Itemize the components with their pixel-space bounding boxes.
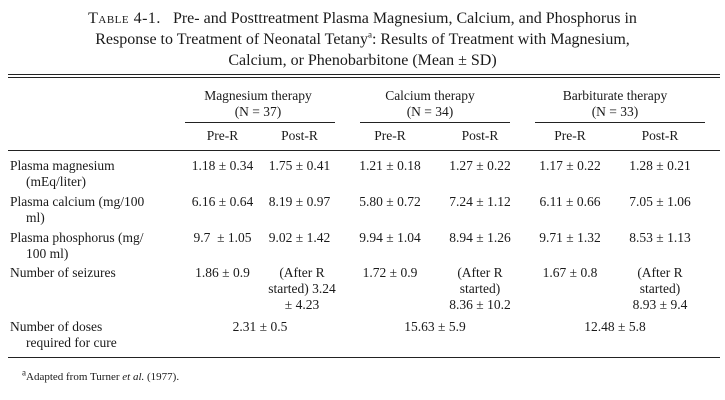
cell-mg-pre: 1.18 ± 0.34 bbox=[191, 158, 254, 173]
cell-ba-pre: 1.67 ± 0.8 bbox=[542, 265, 598, 280]
group-underline-magnesium bbox=[185, 122, 335, 123]
row-label-line1: Plasma calcium (mg/100 bbox=[10, 194, 145, 209]
row-label-line2: ml) bbox=[26, 210, 45, 225]
header-rule bbox=[8, 150, 720, 151]
row-label-line2: (mEq/liter) bbox=[26, 174, 86, 189]
cell-line: 8.36 ± 10.2 bbox=[449, 297, 511, 312]
cell-ba-pre: 6.11 ± 0.66 bbox=[539, 194, 601, 209]
row-label-phosphorus bbox=[10, 230, 144, 262]
cell-ba-pre: 9.71 ± 1.32 bbox=[539, 230, 601, 245]
cell-line: (After R bbox=[457, 265, 503, 280]
subhead-ca-post: Post-R bbox=[461, 128, 499, 143]
cell-ba-post: 8.53 ± 1.13 bbox=[629, 230, 691, 245]
group-header-magnesium bbox=[188, 88, 328, 120]
cell-mg-post: 9.02 ± 1.42 bbox=[268, 230, 331, 245]
footnote-text-pre: Adapted from Turner bbox=[26, 371, 123, 383]
row-label-line1: Plasma magnesium bbox=[10, 158, 115, 173]
subhead-ba-post: Post-R bbox=[641, 128, 679, 143]
group-name: Calcium therapy bbox=[385, 88, 475, 103]
top-rule-1 bbox=[8, 74, 720, 75]
cell-ca-pre: 1.21 ± 0.18 bbox=[359, 158, 421, 173]
cell-line: ± 4.23 bbox=[284, 297, 320, 312]
cell-mg-post: 8.19 ± 0.97 bbox=[268, 194, 331, 209]
subhead-ba-pre: Pre-R bbox=[554, 128, 586, 143]
group-n: (N = 34) bbox=[406, 104, 454, 119]
cell-line: started) bbox=[459, 281, 501, 296]
cell-ba-post: 1.28 ± 0.21 bbox=[629, 158, 691, 173]
caption-line-1: Pre- and Posttreatment Plasma Magnesium, Calcium, and Phosphorus in bbox=[172, 10, 637, 27]
footnote-text-post: (1977). bbox=[144, 371, 180, 383]
row-label-doses bbox=[10, 319, 117, 351]
cell-ca-post bbox=[440, 265, 520, 313]
cell-ca-post: 1.27 ± 0.22 bbox=[449, 158, 511, 173]
cell-mg-pre: 9.7 ± 1.05 bbox=[193, 230, 252, 245]
subhead-mg-post: Post-R bbox=[281, 128, 318, 143]
group-underline-calcium bbox=[360, 122, 510, 123]
cell-mg-pre: 1.86 ± 0.9 bbox=[195, 265, 250, 280]
cell-ca-pre: 1.72 ± 0.9 bbox=[362, 265, 418, 280]
cell-ba-pre: 1.17 ± 0.22 bbox=[539, 158, 601, 173]
cell-ba-post: 7.05 ± 1.06 bbox=[629, 194, 691, 209]
group-header-calcium bbox=[360, 88, 500, 120]
row-label-calcium bbox=[10, 194, 144, 226]
caption-line-2a: Response to Treatment of Neonatal Tetany bbox=[95, 31, 368, 48]
cell-ca-post: 8.94 ± 1.26 bbox=[449, 230, 511, 245]
footnote-text-italic: et al. bbox=[122, 371, 145, 383]
group-n: (N = 37) bbox=[234, 104, 282, 119]
cell-line: started) 3.24 bbox=[268, 281, 336, 296]
subhead-ca-pre: Pre-R bbox=[374, 128, 406, 143]
row-label-magnesium bbox=[10, 158, 115, 190]
footnote bbox=[22, 367, 180, 383]
row-label-line1: Number of doses bbox=[10, 319, 103, 334]
footnote-marker: a bbox=[22, 367, 26, 378]
subhead-mg-pre: Pre-R bbox=[206, 128, 239, 143]
group-n: (N = 33) bbox=[591, 104, 639, 119]
cell-ca-pre: 9.94 ± 1.04 bbox=[359, 230, 421, 245]
caption-footnote-marker: a bbox=[367, 29, 372, 40]
table-number: Table 4-1. bbox=[88, 10, 161, 27]
row-label-line2: 100 ml) bbox=[26, 246, 69, 261]
group-underline-barbiturate bbox=[535, 122, 705, 123]
cell-mg-doses: 2.31 ± 0.5 bbox=[232, 319, 288, 334]
top-rule-2 bbox=[8, 77, 720, 78]
cell-line: (After R bbox=[637, 265, 683, 280]
group-name: Magnesium therapy bbox=[204, 88, 312, 103]
cell-ba-doses: 12.48 ± 5.8 bbox=[584, 319, 646, 334]
caption-line-3: Calcium, or Phenobarbitone (Mean ± SD) bbox=[228, 52, 497, 69]
cell-ca-pre: 5.80 ± 0.72 bbox=[359, 194, 421, 209]
cell-ca-post: 7.24 ± 1.12 bbox=[449, 194, 511, 209]
cell-mg-post: 1.75 ± 0.41 bbox=[268, 158, 331, 173]
row-label-seizures: Number of seizures bbox=[10, 265, 116, 280]
table-caption bbox=[0, 8, 725, 71]
caption-line-2b: : Results of Treatment with Magnesium, bbox=[371, 31, 630, 48]
cell-ba-post bbox=[620, 265, 700, 313]
row-label-line1: Plasma phosphorus (mg/ bbox=[10, 230, 144, 245]
row-label-line2: required for cure bbox=[26, 335, 117, 350]
cell-line: started) bbox=[639, 281, 681, 296]
cell-mg-post bbox=[262, 265, 342, 313]
group-header-barbiturate bbox=[535, 88, 695, 120]
cell-line: 8.93 ± 9.4 bbox=[632, 297, 688, 312]
cell-line: (After R bbox=[279, 265, 325, 280]
bottom-rule bbox=[8, 357, 720, 358]
group-name: Barbiturate therapy bbox=[562, 88, 668, 103]
cell-mg-pre: 6.16 ± 0.64 bbox=[191, 194, 254, 209]
cell-ca-doses: 15.63 ± 5.9 bbox=[404, 319, 466, 334]
